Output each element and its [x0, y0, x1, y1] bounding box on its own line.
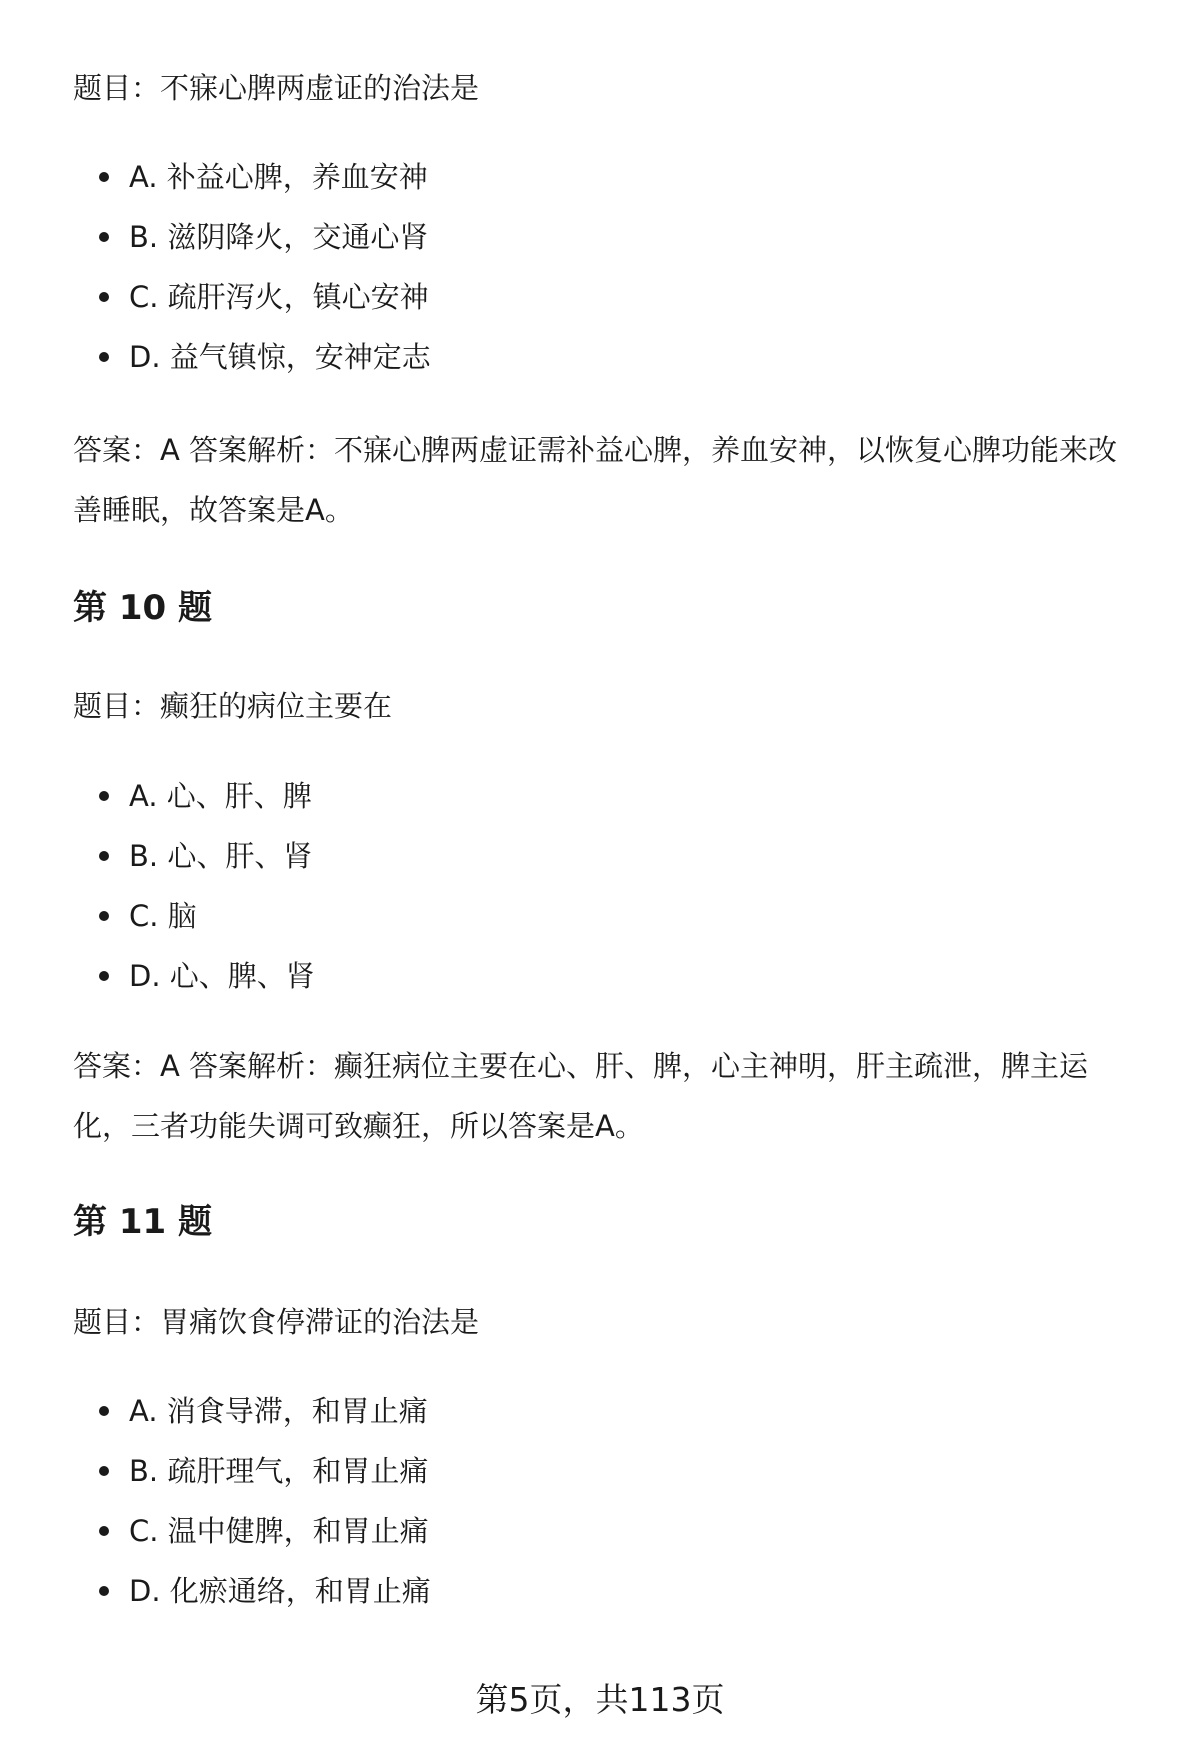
answer-line: 善睡眠，故答案是A。 — [73, 493, 354, 527]
question-10-answer — [73, 1036, 1158, 1156]
option-c — [73, 1501, 1158, 1561]
bullet-icon — [99, 352, 109, 362]
option-text: D. 化瘀通络，和胃止痛 — [129, 1574, 431, 1608]
option-a — [73, 766, 1158, 826]
option-d — [73, 946, 1158, 1006]
question-heading: 第 11 题 — [73, 1202, 212, 1242]
option-text: B. 疏肝理气，和胃止痛 — [129, 1454, 429, 1488]
option-b — [73, 1441, 1158, 1501]
option-c — [73, 886, 1158, 946]
option-text: B. 心、肝、肾 — [129, 839, 313, 873]
bullet-icon — [99, 971, 109, 981]
question-10-options — [73, 766, 1158, 1006]
options-list — [73, 1381, 1158, 1621]
bullet-icon — [99, 1526, 109, 1536]
bullet-icon — [99, 1466, 109, 1476]
option-d — [73, 327, 1158, 387]
option-text: A. 补益心脾，养血安神 — [129, 160, 428, 194]
option-c — [73, 267, 1158, 327]
question-10 — [73, 686, 1158, 726]
question-stem: 题目：癫狂的病位主要在 — [73, 689, 393, 723]
question-11-options — [73, 1381, 1158, 1621]
option-text: D. 益气镇惊，安神定志 — [129, 340, 431, 374]
option-text: B. 滋阴降火，交通心肾 — [129, 220, 429, 254]
option-b — [73, 207, 1158, 267]
answer-line: 答案：A 答案解析：癫狂病位主要在心、肝、脾，心主神明，肝主疏泄，脾主运 — [73, 1049, 1089, 1083]
answer-line: 化，三者功能失调可致癫狂，所以答案是A。 — [73, 1109, 644, 1143]
question-9 — [73, 68, 1158, 108]
option-text: A. 消食导滞，和胃止痛 — [129, 1394, 428, 1428]
option-text: C. 疏肝泻火，镇心安神 — [129, 280, 429, 314]
bullet-icon — [99, 791, 109, 801]
options-list — [73, 147, 1158, 387]
question-9-options — [73, 147, 1158, 387]
option-a — [73, 1381, 1158, 1441]
option-d — [73, 1561, 1158, 1621]
question-stem: 题目：不寐心脾两虚证的治法是 — [73, 71, 480, 105]
option-text: A. 心、肝、脾 — [129, 779, 312, 813]
options-list — [73, 766, 1158, 1006]
answer-line: 答案：A 答案解析：不寐心脾两虚证需补益心脾，养血安神，以恢复心脾功能来改 — [73, 433, 1118, 467]
question-stem: 题目：胃痛饮食停滞证的治法是 — [73, 1305, 480, 1339]
question-10-heading — [73, 586, 1158, 630]
question-9-answer — [73, 420, 1158, 540]
page-footer: 第5页，共113页 — [475, 1680, 725, 1719]
bullet-icon — [99, 1406, 109, 1416]
option-text: C. 脑 — [129, 899, 197, 933]
bullet-icon — [99, 851, 109, 861]
option-text: D. 心、脾、肾 — [129, 959, 315, 993]
question-11-heading — [73, 1200, 1158, 1244]
bullet-icon — [99, 172, 109, 182]
bullet-icon — [99, 292, 109, 302]
option-b — [73, 826, 1158, 886]
option-a — [73, 147, 1158, 207]
bullet-icon — [99, 1586, 109, 1596]
question-heading: 第 10 题 — [73, 588, 212, 628]
option-text: C. 温中健脾，和胃止痛 — [129, 1514, 429, 1548]
question-11 — [73, 1302, 1158, 1342]
bullet-icon — [99, 911, 109, 921]
bullet-icon — [99, 232, 109, 242]
